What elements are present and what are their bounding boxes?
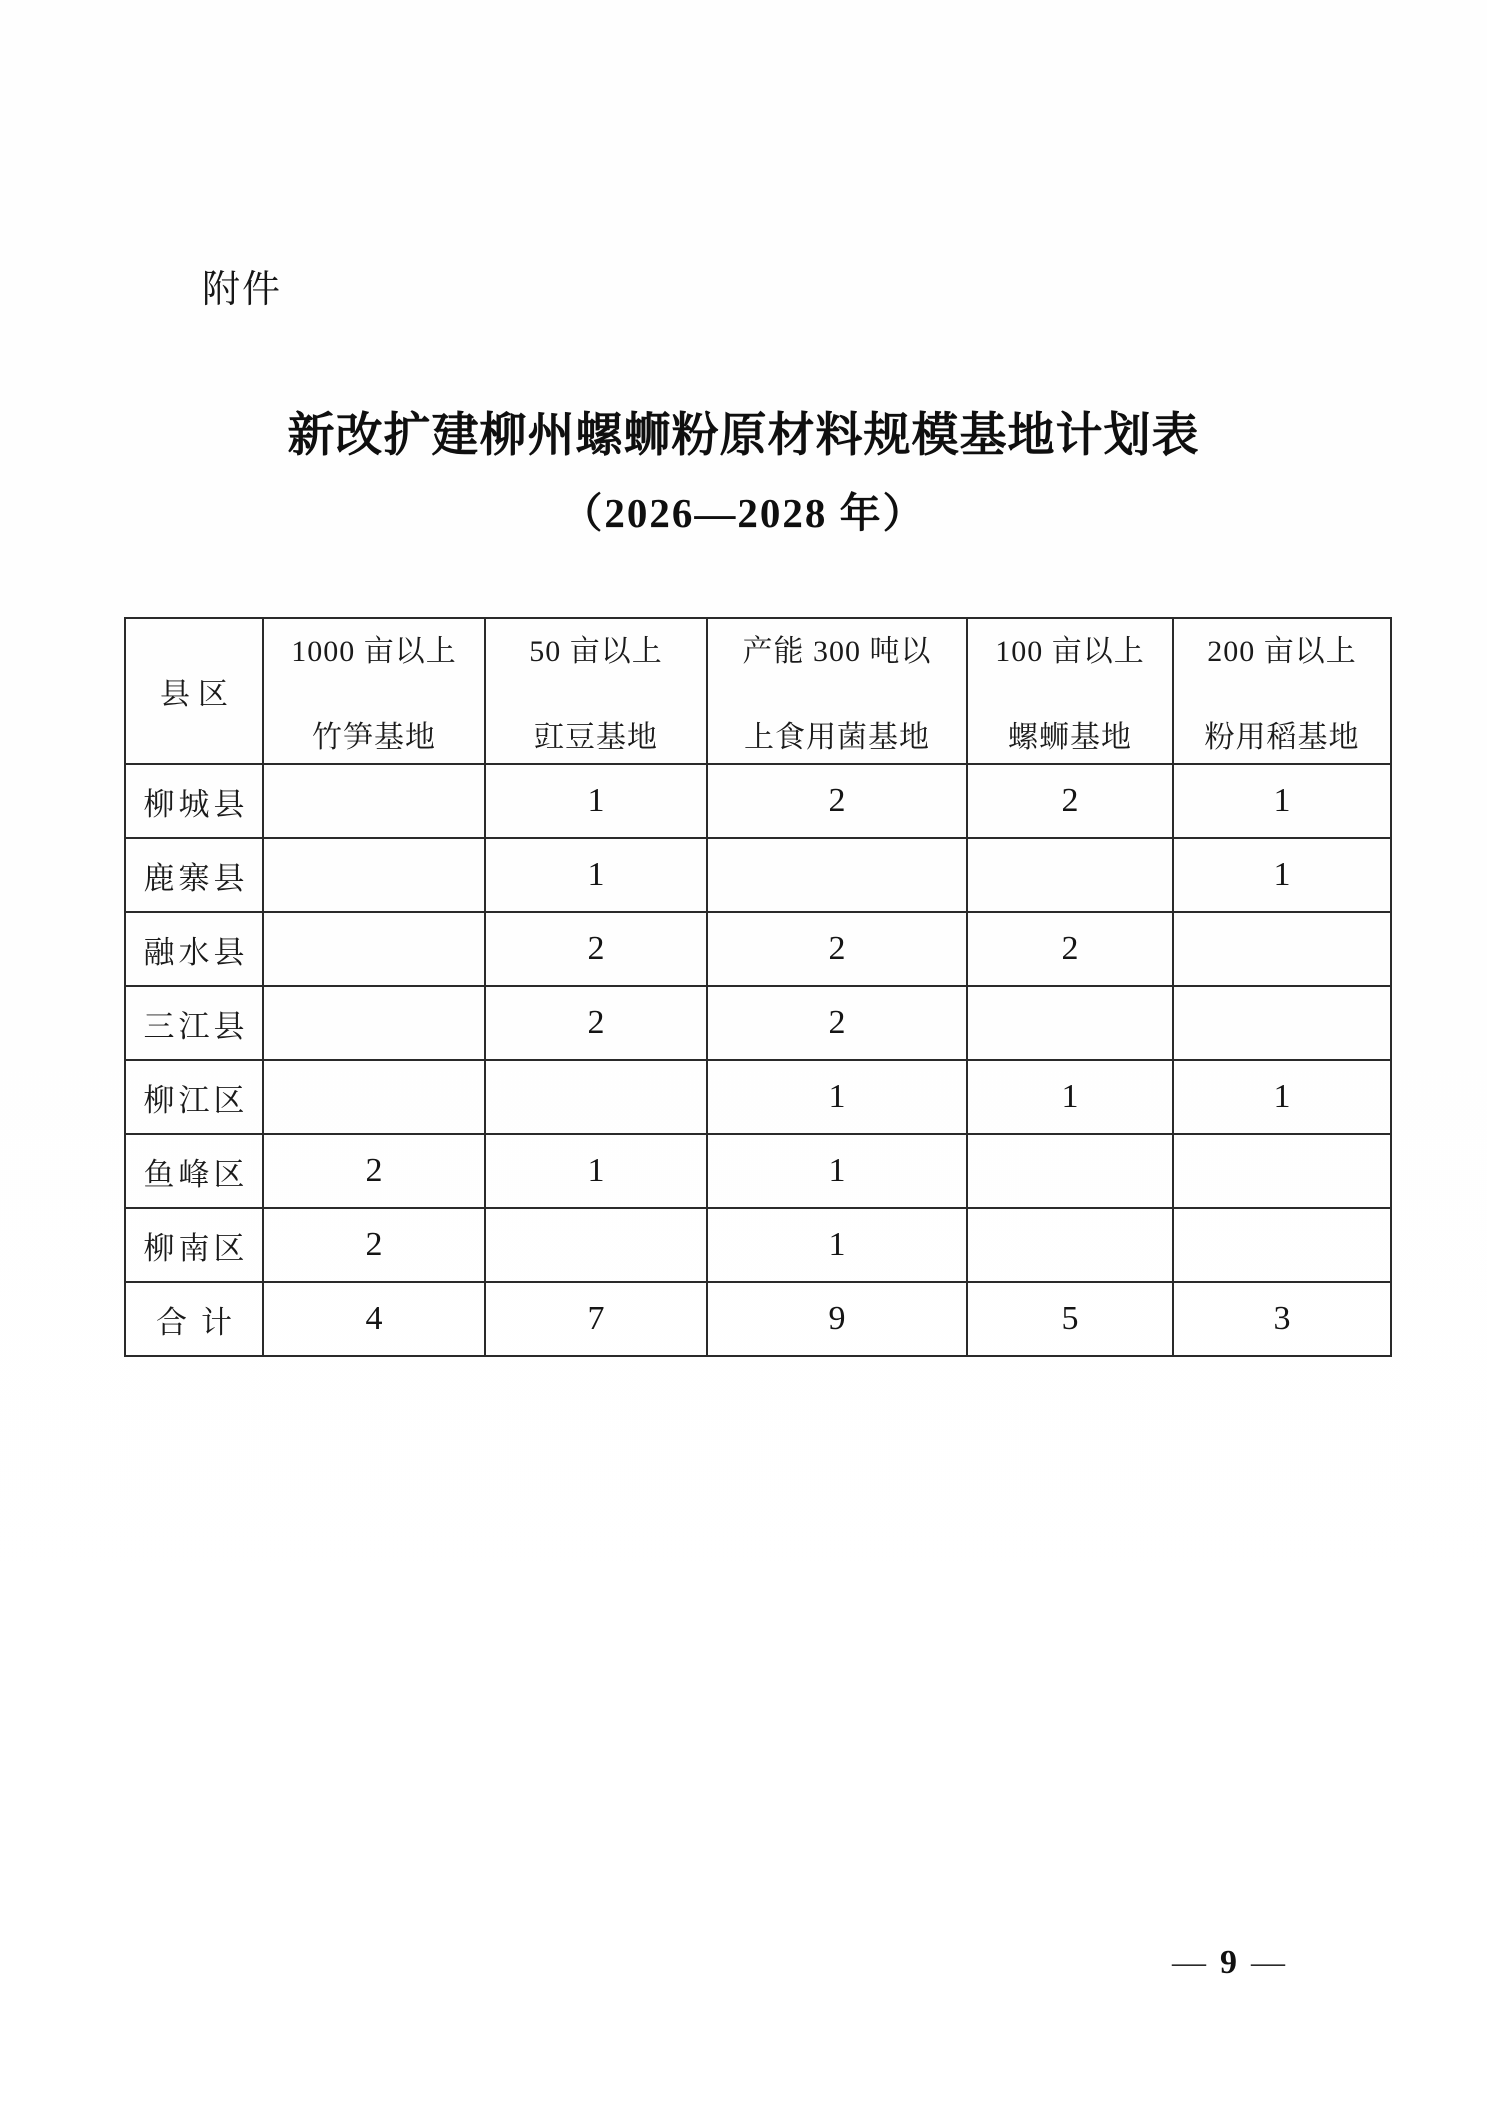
table-cell: 9 <box>707 1282 967 1356</box>
table-cell <box>1173 1208 1391 1282</box>
table-cell: 4 <box>263 1282 485 1356</box>
table-cell: 2 <box>485 986 707 1060</box>
county-name: 鱼峰区 <box>125 1134 263 1208</box>
table-cell <box>1173 1134 1391 1208</box>
table-row-liuchengxian <box>125 764 1391 838</box>
table-cell: 7 <box>485 1282 707 1356</box>
table-cell <box>263 838 485 912</box>
table-cell: 1 <box>707 1208 967 1282</box>
table-cell: 2 <box>967 912 1173 986</box>
header-line: 100 亩以上 <box>995 635 1145 668</box>
table-cell <box>967 1134 1173 1208</box>
page-number <box>1172 1944 1285 1982</box>
header-line: 200 亩以上 <box>1207 635 1357 668</box>
table-cell <box>485 1208 707 1282</box>
table-cell: 1 <box>485 838 707 912</box>
table-cell <box>263 764 485 838</box>
county-name: 柳江区 <box>125 1060 263 1134</box>
table-cell: 2 <box>707 764 967 838</box>
table-cell: 2 <box>707 986 967 1060</box>
table-cell <box>263 912 485 986</box>
table-cell: 1 <box>1173 1060 1391 1134</box>
table-cell: 1 <box>1173 764 1391 838</box>
table-cell <box>263 1060 485 1134</box>
table-cell: 1 <box>707 1134 967 1208</box>
table-cell: 1 <box>707 1060 967 1134</box>
page-number-digit: 9 <box>1220 1944 1237 1981</box>
table-row-yufengqu <box>125 1134 1391 1208</box>
column-header-cowpea <box>485 618 707 764</box>
table-cell <box>707 838 967 912</box>
county-name: 柳南区 <box>125 1208 263 1282</box>
header-line: 粉用稻基地 <box>1204 721 1360 754</box>
county-name: 融水县 <box>125 912 263 986</box>
column-header-snail <box>967 618 1173 764</box>
table-cell: 1 <box>485 1134 707 1208</box>
table-row-liujiangqu <box>125 1060 1391 1134</box>
table-cell <box>1173 912 1391 986</box>
table-cell <box>967 838 1173 912</box>
table-cell: 2 <box>707 912 967 986</box>
header-line: 螺蛳基地 <box>1008 721 1132 754</box>
table-cell: 2 <box>263 1208 485 1282</box>
table-cell <box>967 1208 1173 1282</box>
document-title: 新改扩建柳州螺蛳粉原材料规模基地计划表 <box>287 410 1200 462</box>
table-cell <box>485 1060 707 1134</box>
column-header-rice <box>1173 618 1391 764</box>
plan-table <box>124 617 1392 1357</box>
corner-header-cell: 县区 <box>125 618 263 764</box>
total-label: 合计 <box>125 1282 263 1356</box>
table-cell: 2 <box>967 764 1173 838</box>
header-line: 产能 300 吨以 <box>742 635 932 668</box>
table-cell: 1 <box>1173 838 1391 912</box>
table-cell: 1 <box>485 764 707 838</box>
table-row-luzhaixian <box>125 838 1391 912</box>
county-name: 柳城县 <box>125 764 263 838</box>
table-cell <box>263 986 485 1060</box>
table-cell: 3 <box>1173 1282 1391 1356</box>
table-header-row <box>125 618 1391 764</box>
document-subtitle: （2026—2028 年） <box>561 490 926 536</box>
header-line: 1000 亩以上 <box>291 635 457 668</box>
header-line: 50 亩以上 <box>529 635 663 668</box>
page-number-right-dash: — <box>1251 1944 1285 1981</box>
table-row-total <box>125 1282 1391 1356</box>
column-header-bamboo <box>263 618 485 764</box>
table-cell: 2 <box>485 912 707 986</box>
table-cell <box>967 986 1173 1060</box>
county-name: 鹿寨县 <box>125 838 263 912</box>
table-cell: 2 <box>263 1134 485 1208</box>
table-row-liunanqu <box>125 1208 1391 1282</box>
header-line: 豇豆基地 <box>534 721 658 754</box>
attachment-label: 附件 <box>202 269 283 311</box>
table-cell: 1 <box>967 1060 1173 1134</box>
header-line: 竹笋基地 <box>312 721 436 754</box>
table-row-sanjiangxian <box>125 986 1391 1060</box>
table-row-rongshuixian <box>125 912 1391 986</box>
page-number-left-dash: — <box>1172 1944 1206 1981</box>
header-line: 上食用菌基地 <box>744 721 930 754</box>
table-cell: 5 <box>967 1282 1173 1356</box>
table-cell <box>1173 986 1391 1060</box>
column-header-mushroom <box>707 618 967 764</box>
county-name: 三江县 <box>125 986 263 1060</box>
